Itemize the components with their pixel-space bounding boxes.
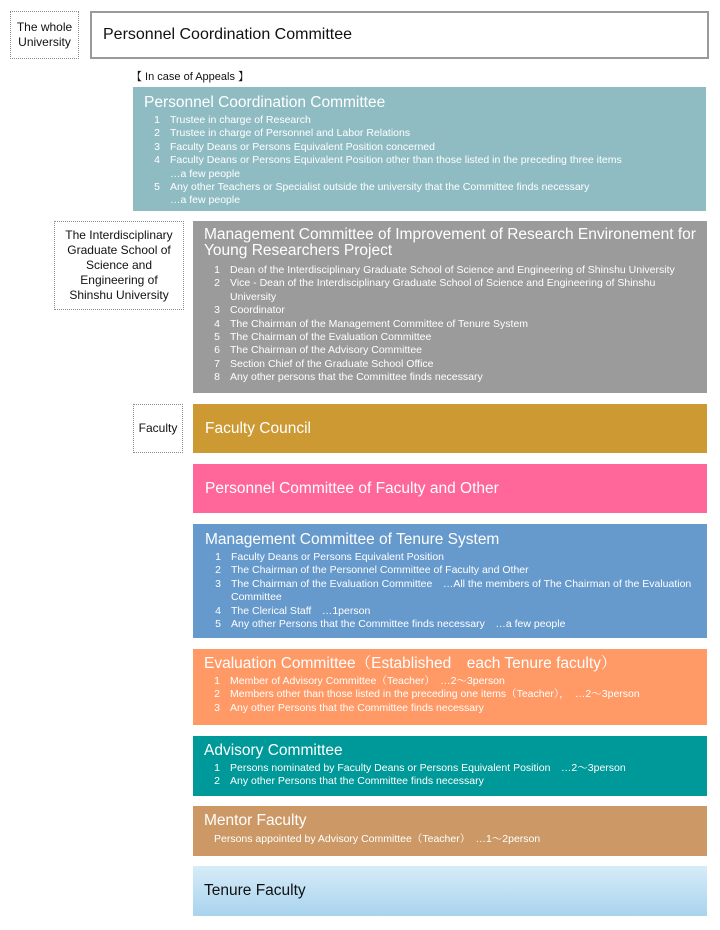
member-item [204,277,699,304]
advisory-committee-title: Advisory Committee [204,742,343,759]
member-text-main: The Chairman of the Evaluation Committee [230,331,432,344]
tenure-system-committee-box [193,524,707,638]
member-text-main: The Chairman of the Management Committee of Tenure System [230,317,529,330]
member-item [204,702,697,715]
member-number: 3 [214,304,220,317]
member-text [230,318,699,331]
member-text-main: Any other Persons that the Committee finds necessary …a few people [231,618,566,631]
member-number: 2 [214,688,220,701]
tenure-faculty-title: Tenure Faculty [204,882,306,899]
member-text [170,154,695,181]
faculty-council-title: Faculty Council [205,419,311,437]
member-item [144,181,695,208]
member-item [205,605,697,618]
member-number: 4 [154,154,160,167]
member-text-main: Trustee in charge of Personnel and Labor Relations [170,127,411,140]
personnel-faculty-box [193,464,707,513]
member-text [170,141,695,154]
management-committee-title: Management Committee of Improvement of Research Environement for Young Researchers Project [204,226,696,259]
member-text [230,762,697,775]
member-text-main: Faculty Deans or Persons Equivalent Position concerned [170,140,435,153]
member-number: 1 [214,762,220,774]
personnel-faculty-title: Personnel Committee of Faculty and Other [205,479,499,497]
evaluation-committee-box [193,649,707,725]
member-text-note: …a few people [170,194,241,207]
member-text [170,181,695,208]
member-text-main: Any other Persons that the Committee finds necessary [230,701,484,714]
member-item [204,762,697,775]
member-number: 3 [214,701,220,714]
member-item [204,371,699,384]
member-text [230,264,699,277]
management-committee-box [193,221,707,393]
member-text [231,578,697,605]
member-text [231,605,697,618]
member-text [230,775,697,788]
member-text-main: Members other than those listed in the preceding one items（Teacher）， …2～3person [230,688,640,701]
label-graduate-school-text: The Interdisciplinary Graduate School of Science and Engineering of Shinshu University [65,228,173,302]
mentor-faculty-box [193,806,707,856]
member-text-main: Section Chief of the Graduate School Office [230,357,434,370]
label-whole-university [10,11,79,59]
advisory-committee-box [193,736,707,796]
member-item [204,775,697,788]
member-item [204,688,697,701]
member-text-main: The Chairman of the Advisory Committee [230,344,422,357]
member-number: 1 [154,114,160,126]
advisory-committee-members [204,762,697,789]
evaluation-committee-members [204,675,697,715]
member-item [204,344,699,357]
member-item [205,578,697,605]
member-number: 2 [214,775,220,788]
mentor-faculty-text: Persons appointed by Advisory Committee（Teacher） …1～2person [214,833,541,845]
member-number: 7 [214,357,220,370]
label-faculty-text: Faculty [138,421,178,435]
tenure-system-committee-members [205,551,697,631]
member-text-main: Any other persons that the Committee finds necessary [230,371,483,384]
appeals-committee-title: Personnel Coordination Committee [144,94,386,111]
member-text-main: The Clerical Staff …1person [231,604,371,617]
member-text-main: Persons nominated by Faculty Deans or Persons Equivalent Position …2～3person [230,762,626,774]
member-number: 3 [215,577,221,590]
member-number: 3 [154,140,160,153]
appeals-committee-members [144,114,695,208]
tenure-system-committee-title: Management Committee of Tenure System [205,531,500,548]
member-text-main: Any other Teachers or Specialist outside the university that the Committee finds necessary [170,181,590,194]
member-text [230,702,697,715]
member-text [230,304,699,317]
member-text [231,551,697,564]
member-number: 2 [154,127,160,140]
label-faculty [133,404,183,453]
member-text [230,358,699,371]
member-text [230,675,697,688]
member-text [230,371,699,384]
member-item [205,618,697,631]
mentor-faculty-title: Mentor Faculty [204,812,307,829]
member-text-main: Member of Advisory Committee（Teacher） …2～3person [230,675,505,687]
member-text-main: Coordinator [230,304,285,317]
tenure-faculty-box [193,866,707,916]
top-committee-box [90,11,709,59]
faculty-council-box [193,404,707,453]
member-item [144,127,695,140]
member-text-note: …a few people [170,167,241,180]
member-number: 1 [214,675,220,687]
member-number: 2 [215,564,221,577]
label-whole-university-text: The whole University [16,20,73,49]
member-item [204,331,699,344]
member-number: 1 [215,551,221,563]
member-number: 4 [214,317,220,330]
member-item [205,564,697,577]
management-committee-members [204,264,699,385]
member-text-main: Trustee in charge of Research [170,114,311,126]
member-item [204,304,699,317]
member-text-main: The Chairman of the Personnel Committee of Faculty and Other [231,564,529,577]
member-text-main: Any other Persons that the Committee finds necessary [230,775,484,788]
member-item [144,141,695,154]
member-number: 6 [214,344,220,357]
member-item [204,675,697,688]
member-text-main: Vice - Dean of the Interdisciplinary Graduate School of Science and Engineering of Shinshu University [230,277,656,303]
member-item [205,551,697,564]
member-number: 2 [214,277,220,290]
appeal-note: 【 In case of Appeals 】 [131,71,250,83]
member-item [144,114,695,127]
member-number: 1 [214,264,220,276]
member-number: 5 [214,331,220,344]
member-number: 5 [154,181,160,194]
member-text [170,127,695,140]
member-text [230,331,699,344]
member-number: 5 [215,618,221,631]
evaluation-committee-title: Evaluation Committee（Established each Tenure faculty） [204,655,617,672]
member-number: 4 [215,604,221,617]
member-text-main: Dean of the Interdisciplinary Graduate School of Science and Engineering of Shinshu University [230,264,675,276]
member-item [204,358,699,371]
member-text [231,618,697,631]
label-graduate-school [54,221,184,310]
top-committee-title: Personnel Coordination Committee [103,26,353,43]
member-text [230,344,699,357]
member-text [231,564,697,577]
member-text-main: Faculty Deans or Persons Equivalent Position [231,551,445,563]
member-text-main: Faculty Deans or Persons Equivalent Position other than those listed in the preceding three items [170,154,622,167]
member-item [204,318,699,331]
member-text-main: The Chairman of the Evaluation Committee …All the members of The Chairman of the Evaluation Committee [231,577,692,604]
member-text [230,277,699,304]
member-text [170,114,695,127]
member-item [144,154,695,181]
member-text [230,688,697,701]
member-item [204,264,699,277]
appeals-committee-box [133,87,706,211]
member-number: 8 [214,371,220,384]
